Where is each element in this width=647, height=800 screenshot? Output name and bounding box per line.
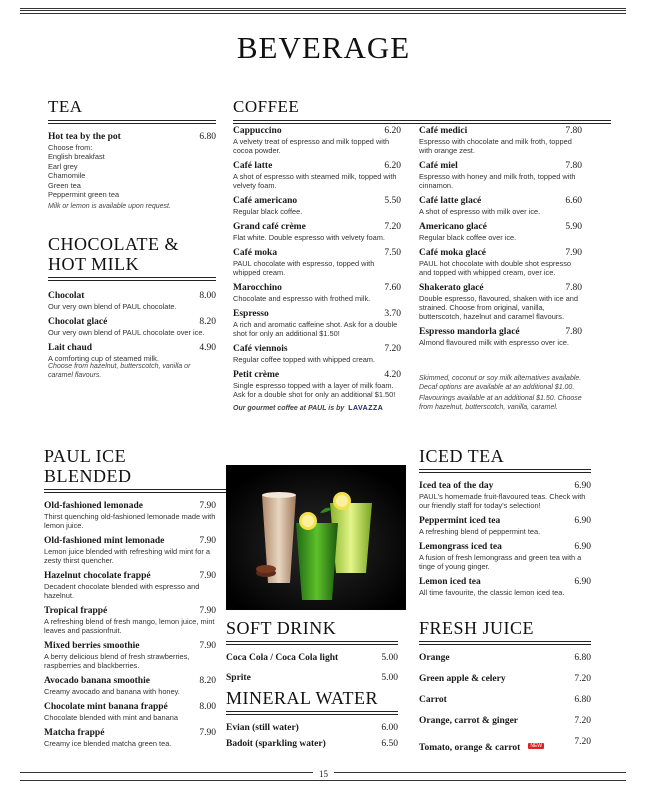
menu-item [48,132,216,211]
menu-item [233,370,401,399]
item-price: 7.90 [199,536,216,546]
item-price: 7.90 [199,501,216,511]
menu-item [233,161,401,190]
item-name: Shakerato glacé [419,283,484,293]
tea-choices [48,152,216,200]
menu-item [419,222,582,242]
mineral-water-title: MINERAL WATER [226,688,378,708]
item-name: Sprite [226,673,251,683]
item-name: Avocado banana smoothie [44,676,150,686]
item-name: Old-fashioned mint lemonade [44,536,165,546]
item-name: Iced tea of the day [419,481,494,491]
item-desc: Creamy ice blended matcha green tea. [44,739,172,748]
drinks-photo [226,465,406,610]
item-name: Chocolat [48,291,85,301]
item-desc: Espresso with honey and milk froth, topped with cinnamon. [419,172,576,190]
menu-item [419,283,582,321]
item-price: 7.80 [565,283,582,293]
menu-item [233,248,401,277]
item-desc: PAUL hot chocolate with double shot espresso and topped with whipped cream, over ice. [419,259,572,277]
item-desc: Creamy avocado and banana with honey. [44,687,180,696]
menu-item [419,674,591,685]
item-name: Coca Cola / Coca Cola light [226,653,339,663]
item-name: Orange, carrot & ginger [419,716,519,726]
tea-choice: Green tea [48,180,81,190]
menu-item [226,673,398,684]
item-name: Chocolate mint banana frappé [44,702,168,712]
item-desc: Chocolate and espresso with frothed milk. [233,294,371,303]
item-desc: Choose from: [48,143,93,152]
item-name: Lait chaud [48,343,93,353]
chocolate-title-2: HOT MILK [48,254,140,274]
item-name: Petit crème [233,370,280,380]
lavazza-logo: LAVAZZA [348,405,384,412]
item-price: 7.80 [565,327,582,337]
item-price: 8.20 [199,676,216,686]
item-price: 6.00 [381,723,398,733]
coffee-note-milk: Skimmed, coconut or soy milk alternatives available. Decaf options are available at an additional $1.00. [419,375,582,391]
menu-item [419,327,582,347]
menu-item [48,291,216,311]
menu-item [44,571,216,600]
item-desc: Espresso with chocolate and milk froth, topped with orange zest. [419,137,572,155]
item-price: 7.90 [199,728,216,738]
item-name: Orange [419,653,450,663]
item-name: Espresso mandorla glacé [419,327,520,337]
tea-section [48,97,216,211]
item-price: 5.90 [565,222,582,232]
item-name: Badoit (sparkling water) [226,739,326,749]
menu-item [44,501,216,530]
menu-item [419,516,591,536]
menu-item [419,577,591,597]
item-desc: Double espresso, flavoured, shaken with ice and strained. Choose from original, vanilla, butterscotch, hazelnut and caramel flavours. [419,294,578,321]
menu-item [419,737,591,755]
item-desc: A fusion of fresh lemongrass and green tea with a tinge of young ginger. [419,553,582,571]
item-name: Café moka [233,248,278,258]
item-price: 6.90 [574,542,591,552]
item-price: 6.90 [574,516,591,526]
item-price: 3.70 [384,309,401,319]
item-name: Tomato, orange & carrot [419,743,521,753]
lavazza-note [233,405,401,414]
menu-item [44,641,216,670]
menu-item [419,248,582,277]
iced-tea-section [419,446,591,597]
item-price: 5.00 [381,653,398,663]
coffee-note-flavour: Flavourings available at an additional $1.50. Choose from hazelnut, butterscotch, vanilla, caramel. [419,395,582,411]
menu-item [233,222,401,242]
mineral-water-rule [226,711,398,715]
menu-item [233,126,401,155]
iced-tea-title: ICED TEA [419,446,505,466]
item-price: 7.20 [384,344,401,354]
menu-item [226,739,398,750]
item-name: Lemongrass iced tea [419,542,502,552]
item-name: Tropical frappé [44,606,108,616]
menu-item [419,653,591,664]
tea-choice: Peppermint green tea [48,190,120,199]
item-price: 7.20 [384,222,401,232]
item-desc: Chocolate blended with mint and banana [44,713,178,722]
item-name: Café moka glacé [419,248,487,258]
soft-drink-section [226,618,398,684]
tea-choice: English breakfast [48,152,105,161]
tea-title: TEA [48,97,83,116]
soft-drink-title: SOFT DRINK [226,618,337,638]
iced-tea-rule [419,469,591,473]
item-name: Mixed berries smoothie [44,641,140,651]
coffee-col-2 [419,120,582,412]
mineral-water-section [226,688,398,750]
item-desc: All time favourite, the classic lemon iced tea. [419,588,565,597]
item-price: 7.90 [199,641,216,651]
item-name: Espresso [233,309,269,319]
item-desc: PAUL's homemade fruit-flavoured teas. Check with our friendly staff for today's selection! [419,492,586,510]
item-desc: Regular black coffee. [233,207,303,216]
item-name: Peppermint iced tea [419,516,501,526]
item-desc: Lemon juice blended with refreshing wild mint for a zesty thirst quencher. [44,547,210,565]
menu-item [44,728,216,748]
item-price: 4.20 [384,370,401,380]
item-price: 6.20 [384,161,401,171]
fresh-juice-rule [419,641,591,645]
item-name: Lemon iced tea [419,577,481,587]
item-desc: A velvety treat of espresso and milk topped with cocoa powder. [233,137,390,155]
chocolate-title-1: CHOCOLATE & [48,234,179,254]
item-desc: A comforting cup of steamed milk. [48,354,159,363]
new-badge: NEW [530,743,542,750]
item-name: Marocchino [233,283,282,293]
item-desc: A shot of espresso with milk over ice. [419,207,541,216]
item-desc: Single espresso topped with a layer of milk foam. Ask for a double shot for only an additional $1.50! [233,381,396,399]
fresh-juice-section [419,618,591,755]
item-name: Hot tea by the pot [48,132,121,142]
item-price: 8.00 [199,291,216,301]
item-price: 7.90 [199,571,216,581]
menu-item [419,161,582,190]
item-name: Café latte glacé [419,196,482,206]
tea-choice: Chamomile [48,171,86,180]
item-name: Old-fashioned lemonade [44,501,143,511]
item-desc: Decadent chocolate blended with espresso and hazelnut. [44,582,200,600]
page-title: BEVERAGE [236,30,411,65]
item-desc: Thirst quenching old-fashioned lemonade made with lemon juice. [44,512,216,530]
coffee-col-1 [233,120,401,414]
menu-item [233,283,401,303]
item-desc: PAUL chocolate with espresso, topped with whipped cream. [233,259,375,277]
item-name: Carrot [419,695,447,705]
item-price: 7.60 [384,283,401,293]
item-price: 6.50 [381,739,398,749]
item-price: 6.90 [574,577,591,587]
ice-blended-section [44,446,216,748]
item-price: 7.20 [574,737,591,747]
item-desc: Our very own blend of PAUL chocolate. [48,302,177,311]
item-desc: A rich and aromatic caffeine shot. Ask for a double shot for only an additional $1.50! [233,320,398,338]
menu-item [44,702,216,722]
item-desc: Regular coffee topped with whipped cream. [233,355,376,364]
item-name: Evian (still water) [226,723,299,733]
item-desc: A berry delicious blend of fresh strawberries, raspberries and blackberries. [44,652,190,670]
item-price: 5.00 [381,673,398,683]
item-name: Americano glacé [419,222,487,232]
menu-item [419,126,582,155]
page-number [0,769,647,779]
item-price: 8.00 [199,702,216,712]
menu-item [44,536,216,565]
fresh-juice-title: FRESH JUICE [419,618,535,638]
menu-item [419,716,591,727]
lavazza-note-text: Our gourmet coffee at PAUL is by [233,405,345,412]
menu-item [419,695,591,706]
item-desc: Our very own blend of PAUL chocolate over ice. [48,328,205,337]
top-border-inner [20,13,626,15]
menu-item [226,723,398,734]
menu-item [48,343,216,380]
item-name: Grand café crème [233,222,306,232]
item-desc: Flat white. Double espresso with velvety foam. [233,233,385,242]
item-name: Green apple & celery [419,674,506,684]
item-name: Café latte [233,161,273,171]
menu-item [419,196,582,216]
item-name: Hazelnut chocolate frappé [44,571,151,581]
item-price: 7.90 [199,606,216,616]
item-price: 6.80 [574,653,591,663]
item-price: 6.90 [574,481,591,491]
item-price: 8.20 [199,317,216,327]
menu-item [233,344,401,364]
tea-choice: Earl grey [48,161,78,171]
item-desc: A refreshing blend of peppermint tea. [419,527,541,536]
chocolate-rule [48,277,216,281]
item-price: 7.80 [565,126,582,136]
item-desc: Almond flavoured milk with espresso over ice. [419,338,569,347]
item-price: 7.80 [565,161,582,171]
coffee-title: COFFEE [233,97,300,116]
item-price: 4.90 [199,343,216,353]
item-name: Café miel [419,161,458,171]
item-price: 7.20 [574,716,591,726]
drinks-illustration [226,465,406,610]
item-desc: A shot of espresso with steamed milk, topped with velvety foam. [233,172,397,190]
item-price: 7.50 [384,248,401,258]
item-name: Chocolat glacé [48,317,108,327]
item-price: 6.60 [565,196,582,206]
chocolate-section [48,234,216,380]
item-desc: A refreshing blend of fresh mango, lemon juice, mint leaves and passionfruit. [44,617,215,635]
item-name: Café viennois [233,344,288,354]
item-note: Choose from hazelnut, butterscotch, vanilla or caramel flavours. [48,363,191,379]
item-price: 6.80 [199,132,216,142]
item-price: 7.20 [574,674,591,684]
item-name: Café medici [419,126,468,136]
menu-item [233,196,401,216]
page-number-text: 15 [313,769,334,779]
ice-blended-title: PAUL ICE BLENDED [44,446,132,486]
tea-rule [48,120,216,124]
soft-drink-rule [226,641,398,645]
item-price: 6.80 [574,695,591,705]
item-price: 5.50 [384,196,401,206]
menu-item [419,542,591,571]
item-name: Café americano [233,196,298,206]
top-border [20,8,626,11]
item-price: 7.90 [565,248,582,258]
item-name: Matcha frappé [44,728,105,738]
menu-item [48,317,216,337]
menu-item [44,606,216,635]
menu-item [226,653,398,664]
footer-rule-bottom [20,780,626,781]
item-name: Cappuccino [233,126,282,136]
menu-item [44,676,216,696]
menu-item [233,309,401,338]
item-desc: Regular black coffee over ice. [419,233,517,242]
item-price: 6.20 [384,126,401,136]
menu-item [419,481,591,510]
tea-note: Milk or lemon is available upon request. [48,202,171,210]
